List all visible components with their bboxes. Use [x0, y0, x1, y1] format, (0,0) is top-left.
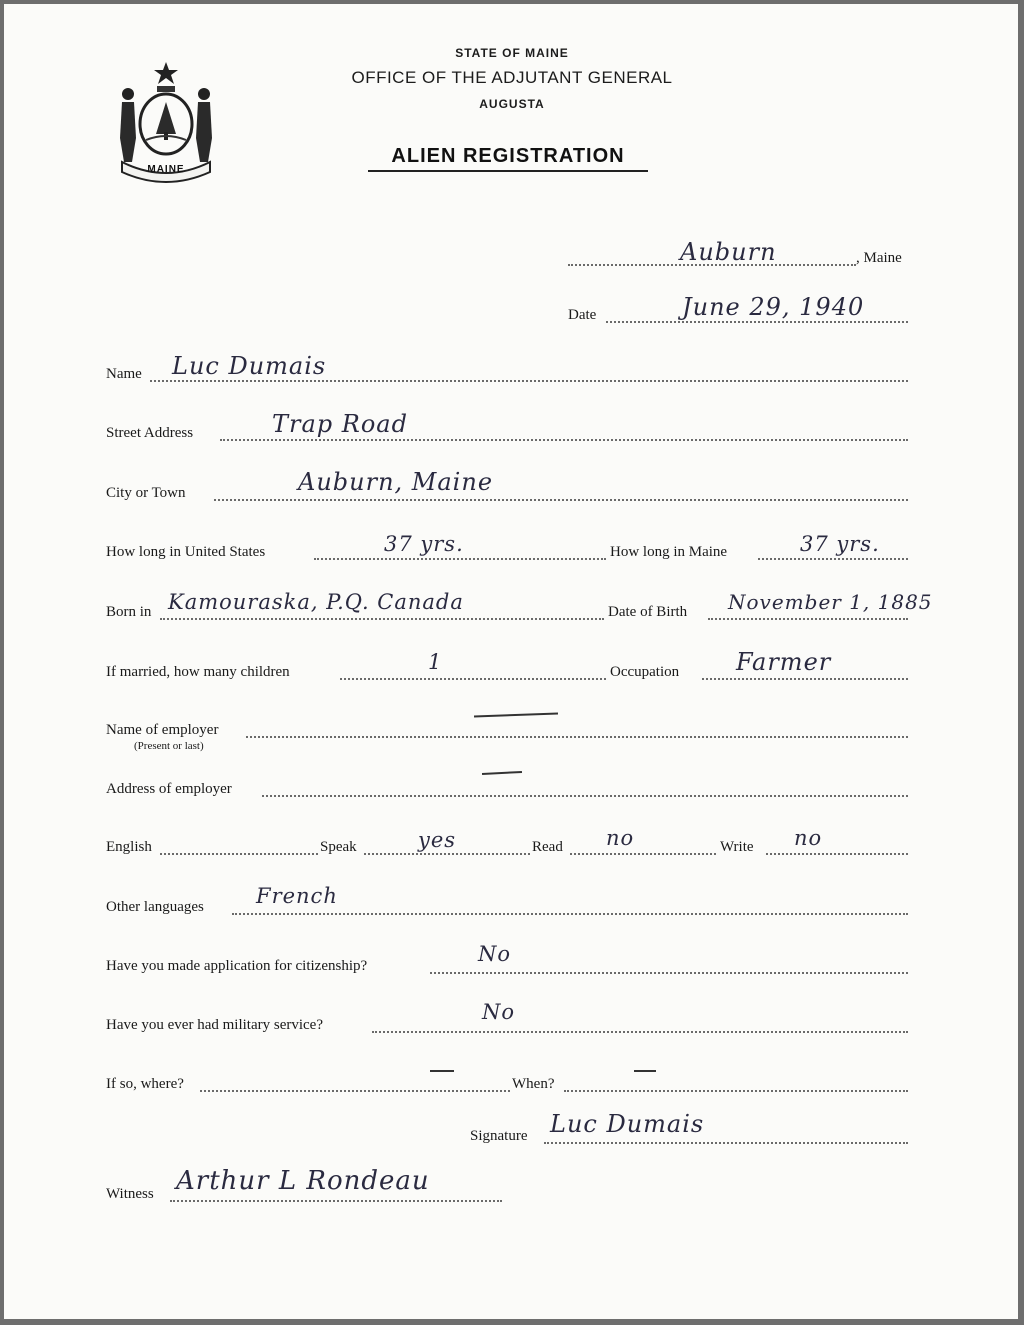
born-in-entry[interactable]: Kamouraska, P.Q. Canada [168, 590, 464, 614]
how-long-us-entry[interactable]: 37 yrs. [384, 532, 464, 556]
military-entry[interactable]: No [482, 1000, 516, 1024]
place-entry[interactable]: Auburn [680, 238, 777, 266]
employer-note: (Present or last) [134, 740, 204, 752]
citizenship-line [430, 970, 908, 974]
witness-line [170, 1198, 502, 1202]
how-long-us-line [314, 556, 606, 560]
form-sheet [4, 4, 1018, 1319]
other-languages-label: Other languages [106, 899, 204, 915]
born-in-line [160, 616, 604, 620]
dob-entry[interactable]: November 1, 1885 [728, 590, 933, 614]
city-heading: AUGUSTA [479, 97, 545, 111]
write-line [766, 851, 908, 855]
form-title: ALIEN REGISTRATION [368, 145, 648, 172]
signature-label: Signature [470, 1128, 528, 1144]
children-label: If married, how many children [106, 664, 290, 680]
when-line [564, 1088, 908, 1092]
how-long-us-label: How long in United States [106, 544, 266, 560]
dob-label: Date of Birth [608, 604, 688, 620]
office-heading: OFFICE OF THE ADJUTANT GENERAL [351, 68, 673, 87]
when-blank-dash [634, 1070, 656, 1072]
children-line [340, 676, 606, 680]
occupation-entry[interactable]: Farmer [736, 648, 832, 676]
street-entry[interactable]: Trap Road [272, 410, 408, 438]
city-town-entry[interactable]: Auburn, Maine [298, 468, 494, 496]
state-heading: STATE OF MAINE [455, 46, 569, 60]
speak-label: Speak [320, 839, 357, 855]
where-line [200, 1088, 510, 1092]
english-line [160, 851, 318, 855]
write-label: Write [720, 839, 754, 855]
how-long-maine-label: How long in Maine [610, 544, 728, 560]
read-label: Read [532, 839, 563, 855]
read-entry[interactable]: no [606, 826, 635, 850]
where-blank-dash [430, 1070, 454, 1072]
military-label: Have you ever had military service? [106, 1017, 323, 1033]
other-languages-entry[interactable]: French [256, 884, 338, 908]
english-label: English [106, 839, 152, 855]
born-in-label: Born in [106, 604, 152, 620]
how-long-maine-line [758, 556, 908, 560]
city-town-line [214, 497, 908, 501]
name-entry[interactable]: Luc Dumais [172, 352, 327, 380]
occupation-label: Occupation [610, 664, 680, 680]
read-line [570, 851, 716, 855]
children-entry[interactable]: 1 [428, 650, 443, 674]
employer-line [246, 734, 908, 738]
maine-label: , Maine [856, 250, 902, 266]
witness-label: Witness [106, 1186, 154, 1202]
signature-entry[interactable]: Luc Dumais [550, 1110, 705, 1138]
dob-line [708, 616, 908, 620]
seal-banner-text: MAINE [147, 164, 185, 175]
street-label: Street Address [106, 425, 194, 441]
date-label: Date [568, 307, 597, 323]
write-entry[interactable]: no [794, 826, 823, 850]
date-entry[interactable]: June 29, 1940 [682, 293, 865, 321]
other-languages-line [232, 911, 908, 915]
city-town-label: City or Town [106, 485, 186, 501]
speak-entry[interactable]: yes [418, 828, 457, 852]
name-label: Name [106, 366, 142, 382]
citizenship-entry[interactable]: No [478, 942, 512, 966]
witness-entry[interactable]: Arthur L Rondeau [176, 1166, 430, 1196]
occupation-line [702, 676, 908, 680]
employer-label: Name of employer [106, 722, 219, 738]
where-label: If so, where? [106, 1076, 184, 1092]
when-label: When? [512, 1076, 555, 1092]
citizenship-label: Have you made application for citizenship? [106, 958, 368, 974]
how-long-maine-entry[interactable]: 37 yrs. [800, 532, 880, 556]
employer-address-label: Address of employer [106, 781, 232, 797]
military-line [372, 1029, 908, 1033]
signature-line [544, 1140, 908, 1144]
employer-address-line [262, 793, 908, 797]
